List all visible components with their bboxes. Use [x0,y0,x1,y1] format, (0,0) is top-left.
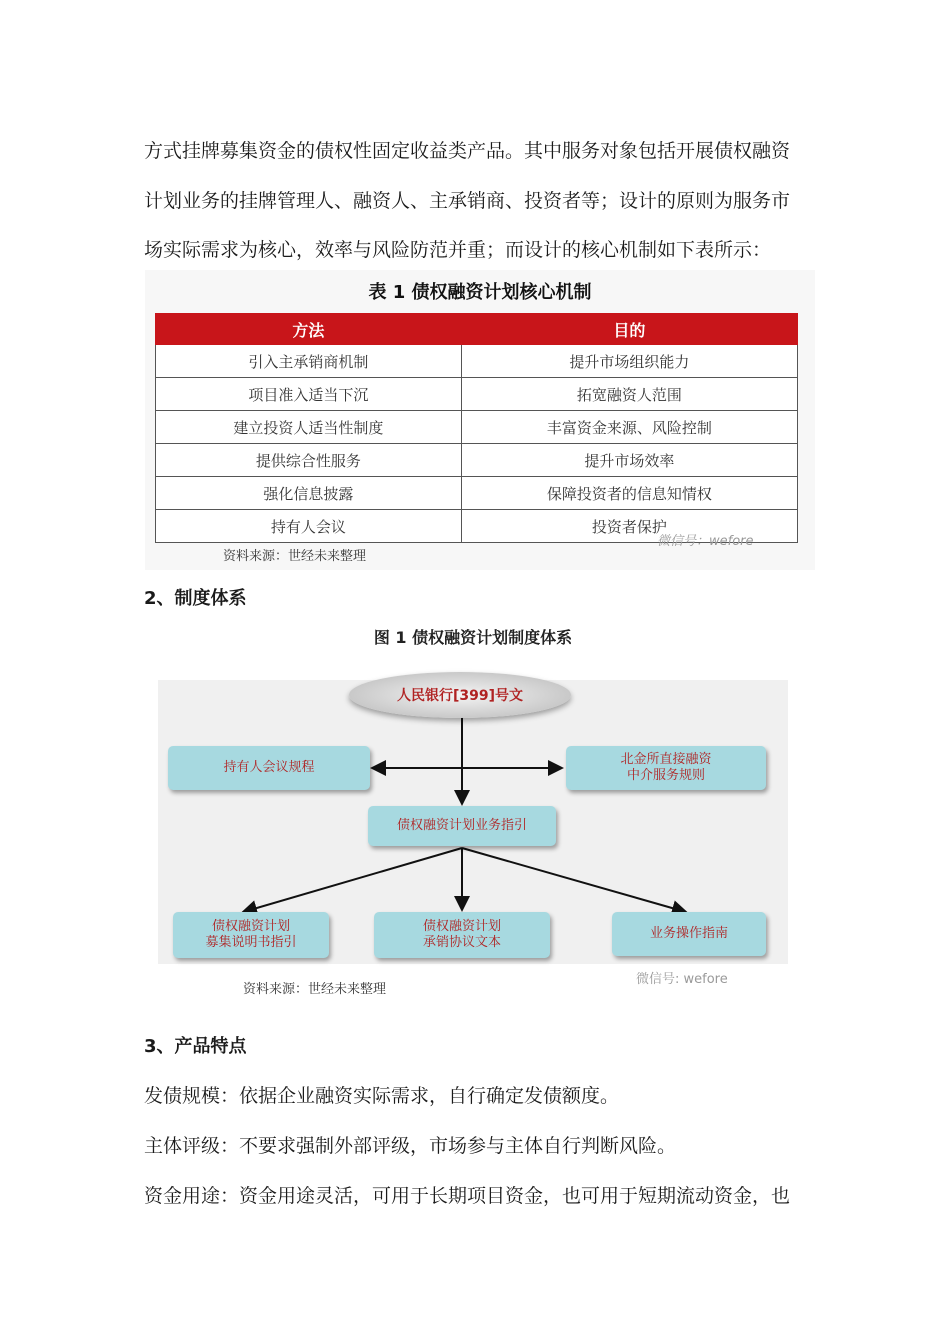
diagram-node-child-2 [374,912,550,958]
table-cell: 丰富资金来源、风险控制 [461,411,797,444]
diagram-node-middle-label: 债权融资计划业务指引 [396,818,527,833]
diagram-root-node [349,672,571,718]
diagram-node-left-label: 持有人会议规程 [223,760,315,775]
feature-line-3: 资金用途：资金用途灵活，可用于长期项目资金，也可用于短期流动资金，也 [144,1185,791,1207]
table-cell: 保障投资者的信息知情权 [461,477,797,510]
table-row [156,378,798,411]
section-3-heading: 3、产品特点 [144,1036,247,1057]
diagram-watermark: 微信号: wefore [636,972,728,987]
diagram-node-child-2-label: 债权融资计划 承销协议文本 [422,919,501,950]
diagram-node-child-1-label: 债权融资计划 募集说明书指引 [205,919,297,950]
table-row [156,345,798,378]
connector-to-child-1 [243,848,462,912]
table-row [156,477,798,510]
feature-line-2: 主体评级：不要求强制外部评级，市场参与主体自行判断风险。 [144,1135,677,1157]
table-watermark: 微信号：wefore [657,534,754,549]
table-header-method: 方法 [156,314,462,345]
diagram-figure [158,620,788,1000]
diagram-node-child-3 [612,912,766,956]
table-cell: 提供综合性服务 [156,444,462,477]
table-cell: 投资者保护 [461,510,797,543]
intro-line-1: 方式挂牌募集资金的债权性固定收益类产品。其中服务对象包括开展债权融资 [144,140,791,162]
section-2-heading: 2、制度体系 [144,588,247,609]
table-figure [145,270,815,570]
table-title: 表 1 债权融资计划核心机制 [368,282,592,303]
table-cell: 引入主承销商机制 [156,345,462,378]
connector-to-child-3 [462,848,686,912]
table-cell: 提升市场组织能力 [461,345,797,378]
diagram-node-right-label: 北金所直接融资 中介服务规则 [620,752,712,783]
table-cell: 项目准入适当下沉 [156,378,462,411]
mechanism-table [155,313,798,543]
diagram-node-middle [368,806,556,846]
table-cell: 持有人会议 [156,510,462,543]
table-header-purpose: 目的 [461,314,797,345]
table-row [156,411,798,444]
diagram-node-right [566,746,766,790]
table-cell: 强化信息披露 [156,477,462,510]
feature-line-1: 发债规模：依据企业融资实际需求，自行确定发债额度。 [144,1085,620,1107]
table-cell: 建立投资人适当性制度 [156,411,462,444]
diagram-node-child-3-label: 业务操作指南 [649,926,728,941]
table-row [156,444,798,477]
intro-line-3: 场实际需求为核心，效率与风险防范并重；而设计的核心机制如下表所示： [144,239,772,261]
diagram-root-label: 人民银行[399]号文 [396,688,524,704]
diagram-node-child-1 [173,912,329,958]
table-source: 资料来源：世经未来整理 [223,549,367,564]
diagram-title: 图 1 债权融资计划制度体系 [373,628,573,647]
intro-line-2: 计划业务的挂牌管理人、融资人、主承销商、投资者等；设计的原则为服务市 [144,190,791,212]
table-cell: 提升市场效率 [461,444,797,477]
table-cell: 拓宽融资人范围 [461,378,797,411]
diagram-source: 资料来源：世经未来整理 [243,982,387,997]
diagram-node-left [168,746,370,790]
table-header-row [156,314,798,345]
